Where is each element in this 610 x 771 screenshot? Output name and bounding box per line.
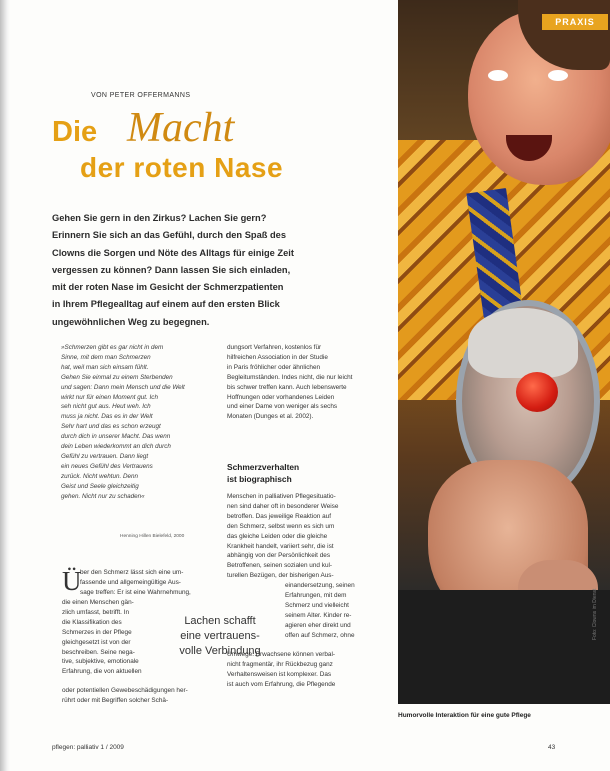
- lead-paragraph: [52, 210, 352, 331]
- body-line: Begleitumständen. Indes nicht, die nur leicht: [227, 373, 353, 381]
- body-line: abhängig von der Persönlichkeit des: [227, 552, 331, 560]
- title-part-2: Macht: [127, 105, 235, 151]
- pull-quote: [166, 614, 274, 659]
- quote-line: dein Leben wiederkommt an dich durch: [61, 443, 171, 451]
- quote-line: ein neues Gefühl des Vertrauens: [61, 462, 153, 470]
- body-line: rührt oder mit Begriffen solcher Schä-: [62, 696, 169, 704]
- quote-line: hat, weil man sich einsam fühlt.: [61, 363, 149, 371]
- patient-hair: [468, 308, 578, 378]
- body-line: Menschen in palliativen Pflegesituatio-: [227, 493, 336, 500]
- lead-line: in Ihrem Pflegealltag auf einem auf den ersten Blick: [52, 299, 280, 310]
- page-number: 43: [548, 744, 556, 751]
- photo-credit: Foto: Clowns im Dienst: [592, 588, 598, 640]
- clown-eye-right: [548, 70, 568, 81]
- body-line: turellen Bezügen, der bisherigen Aus-: [227, 572, 334, 580]
- column-1-bottom: [62, 686, 212, 706]
- quote-line: Sehr hart und das es schon erzeugt: [61, 423, 161, 431]
- body-line: den Schmerz, selbst wenn es sich um: [227, 522, 335, 530]
- quote-line: seh nicht gut aus. Heut weh. Ich: [61, 403, 151, 411]
- lead-line: mit der roten Nase im Gesicht der Schmerzpatienten: [52, 282, 284, 293]
- body-line: zlich umfasst, betrifft. In: [62, 608, 130, 616]
- quote-line: muss ja nicht. Das es in der Welt: [61, 413, 153, 421]
- byline: VON PETER OFFERMANNS: [91, 92, 191, 99]
- lead-line: Clowns die Sorgen und Nöte des Alltags für einige Zeit: [52, 247, 294, 258]
- red-clown-nose: [516, 372, 558, 412]
- body-line: betroffen. Das jeweilige Reaktion auf: [227, 512, 331, 520]
- pull-quote-line: eine vertrauens-: [180, 630, 260, 642]
- body-line: in Paris fröhlicher oder ähnlichen: [227, 363, 321, 371]
- body-line: agieren eher direkt und: [285, 621, 351, 629]
- quote-line: Gefühl zu vertrauen. Dann liegt: [61, 452, 149, 460]
- body-line: nicht fragmentär, ihr Rückbezug ganz: [227, 660, 333, 668]
- body-line: tive, subjektive, emotionale: [62, 658, 139, 666]
- body-line: gleichgesetzt ist von der: [62, 638, 131, 646]
- subheading-line: Schmerzverhalten: [227, 462, 300, 472]
- column-1-top: [80, 568, 212, 598]
- quote-line: Gehen Sie einmal zu einem Sterbenden: [61, 373, 173, 381]
- photo-caption: Humorvolle Interaktion für eine gute Pflege: [398, 712, 531, 719]
- body-line: dungsort Verfahren, kostenlos für: [227, 344, 322, 351]
- body-line: die einen Menschen gän-: [62, 599, 134, 606]
- pull-quote-line: Lachen schafft: [184, 615, 256, 627]
- body-line: einandersetzung, seinen: [285, 582, 355, 590]
- body-line: ber den Schmerz lässt sich eine um-: [80, 569, 184, 576]
- section-tag: PRAXIS: [542, 14, 608, 30]
- subheading: [227, 461, 387, 485]
- quote-line: Geist und Seele gleichzeitig: [61, 482, 139, 490]
- intro-quote: [61, 343, 211, 502]
- body-line: Erfahrungen, mit dem: [285, 592, 347, 600]
- lead-line: vergessen zu können? Dann lassen Sie sich einladen,: [52, 264, 291, 275]
- page-spine-shadow: [0, 0, 10, 771]
- subheading-line: ist biographisch: [227, 474, 292, 484]
- dark-sleeve: [398, 590, 610, 704]
- body-line: Verhaltensweisen ist komplexer. Das: [227, 670, 332, 678]
- body-line: Schmerz und vielleicht: [285, 601, 349, 609]
- body-line: Erfahrung, die von aktuellen: [62, 668, 142, 676]
- body-line: und einer Dame von weniger als sechs: [227, 403, 338, 411]
- body-line: Monaten (Dunges et al. 2002).: [227, 413, 314, 421]
- quote-line: wirkt nur für einen Moment gut. Ich: [61, 393, 158, 401]
- lead-line: Gehen Sie gern in den Zirkus? Lachen Sie gern?: [52, 213, 267, 223]
- body-line: beschreiben. Seine nega-: [62, 648, 135, 656]
- body-line: Schmerzes in der Pflege: [62, 628, 132, 636]
- body-line: bis schwer treffen kann. Auch lebenswerte: [227, 383, 347, 391]
- quote-line: gehen. Nicht nur zu schaden«: [61, 492, 145, 500]
- pull-quote-line: volle Verbindung: [179, 645, 261, 657]
- body-line: fassende und allgemeingültige Aus-: [80, 578, 181, 586]
- body-line: Umwege. Erwachsene können verbal-: [227, 651, 335, 658]
- lead-line: ungewöhnlichen Weg zu begegnen.: [52, 316, 210, 327]
- quote-line: zurück. Nicht wehtun. Denn: [61, 472, 138, 480]
- body-line: seinem Alter. Kinder re-: [285, 611, 352, 619]
- quote-line: und sagen: Dann mein Mensch und die Welt: [61, 383, 185, 391]
- body-line: Betroffenen, seinen sozialen und kul-: [227, 562, 333, 570]
- body-line: Krankheit handelt, variiert sehr, die ist: [227, 542, 334, 550]
- quote-source: Henning Hillen Bielefeld, 2000: [120, 534, 185, 539]
- column-2-top: [227, 343, 387, 422]
- body-line: ist auch vom Erfahrung, die Pflegende: [227, 680, 336, 688]
- footer-publication: pflegen: palliativ 1 / 2009: [52, 744, 124, 751]
- body-line: sage treffen: Er ist eine Wahrnehmung,: [80, 588, 191, 596]
- drop-cap: Ü: [62, 566, 82, 596]
- quote-line: »Schmerzen gibt es gar nicht in dem: [61, 344, 164, 351]
- body-line: Hoffnungen oder vorhandenes Leiden: [227, 393, 335, 401]
- column-1-left: [62, 598, 147, 677]
- body-line: offen auf Schmerz, ohne: [285, 631, 355, 639]
- body-line: hilfreichen Association in der Studie: [227, 353, 328, 361]
- quote-line: durch dich in unserer Macht. Das wenn: [61, 433, 171, 441]
- clown-eye-left: [488, 70, 508, 81]
- body-line: die Klassifikation des: [62, 618, 122, 626]
- article-photo: [398, 0, 610, 704]
- quote-line: Sinne, mit dem man Schmerzen: [61, 353, 151, 361]
- title-part-1: Die: [52, 116, 98, 148]
- body-line: nen sind daher oft in besonderer Weise: [227, 502, 339, 510]
- title-part-3: der roten Nase: [80, 152, 284, 183]
- body-line: das gleiche Leiden oder die gleiche: [227, 532, 328, 540]
- body-line: oder potentiellen Gewebeschädigungen her-: [62, 687, 188, 694]
- lead-line: Erinnern Sie sich an das Gefühl, durch den Spaß des: [52, 230, 287, 241]
